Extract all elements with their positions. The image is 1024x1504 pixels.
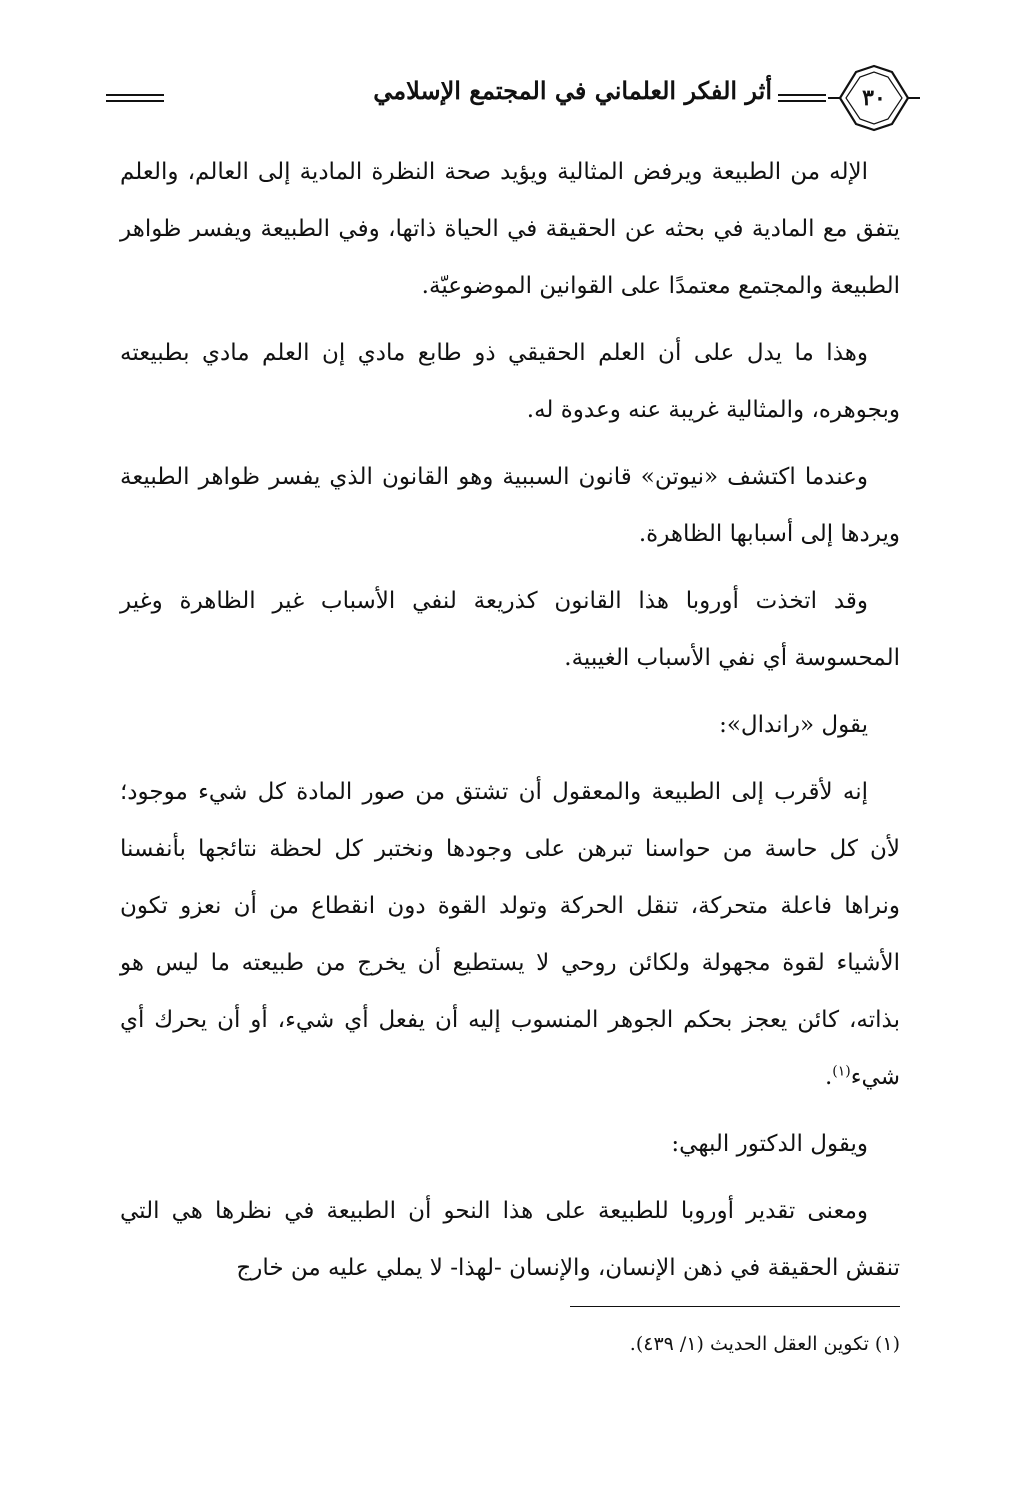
paragraph: ويقول الدكتور البهي: (671, 1131, 868, 1157)
footnote: (١) تكوين العقل الحديث (١/ ٤٣٩). (629, 1333, 900, 1355)
paragraph: يقول «راندال»: (719, 712, 868, 738)
paragraph: وقد اتخذت أوروبا هذا القانون كذريعة لنفي الأسباب غير الظاهرة وغير المحسوسة أي نفي الأسباب الغيبية. (120, 588, 900, 671)
quote-paragraph (120, 764, 900, 1106)
running-title: أثر الفكر العلماني في المجتمع الإسلامي (373, 76, 772, 105)
footnote-separator (570, 1306, 900, 1307)
header-rule-left (106, 94, 164, 96)
paragraph: الإله من الطبيعة ويرفض المثالية ويؤيد صحة النظرة المادية إلى العالم، والعلم يتفق مع المادية في بحثه عن الحقيقة في الحياة ذاتها، وفي الطبيعة ويفسر ظواهر الطبيعة والمجتمع معتمدًا على القوانين الموضوعيّة. (120, 159, 900, 299)
paragraph: ومعنى تقدير أوروبا للطبيعة على هذا النحو أن الطبيعة في نظرها هي التي تنقش الحقيقة في ذهن الإنسان، والإنسان -لهذا- لا يملي عليه من خارج (120, 1198, 900, 1281)
header-rule-right (778, 94, 826, 96)
paragraph: وهذا ما يدل على أن العلم الحقيقي ذو طابع مادي إن العلم مادي بطبيعته وبجوهره، والمثالية غريبة عنه وعدوة له. (120, 340, 900, 423)
page-number: ٣٠ (862, 85, 886, 111)
footnote-marker: (١) (832, 1063, 851, 1080)
body-text (120, 144, 900, 1297)
page-header (100, 62, 922, 134)
quote-end: . (824, 1064, 833, 1090)
quote-text: إنه لأقرب إلى الطبيعة والمعقول أن تشتق من صور المادة كل شيء موجود؛ لأن كل حاسة من حواسنا تبرهن على وجودها ونختبر كل لحظة نتائجها بأنفسنا ونراها فاعلة متحركة، تنقل الحركة وتولد القوة دون انقطاع من أن نعزو تكون الأشياء لقوة مجهولة ولكائن روحي لا يستطيع أن يخرج من طبيعته ما ليس هو بذاته، كائن يعجز بحكم الجوهر المنسوب إليه أن يفعل أي شيء، أو أن يحرك أي شيء (120, 779, 900, 1090)
paragraph: وعندما اكتشف «نيوتن» قانون السببية وهو القانون الذي يفسر ظواهر الطبيعة ويردها إلى أسبابها الظاهرة. (120, 464, 900, 547)
